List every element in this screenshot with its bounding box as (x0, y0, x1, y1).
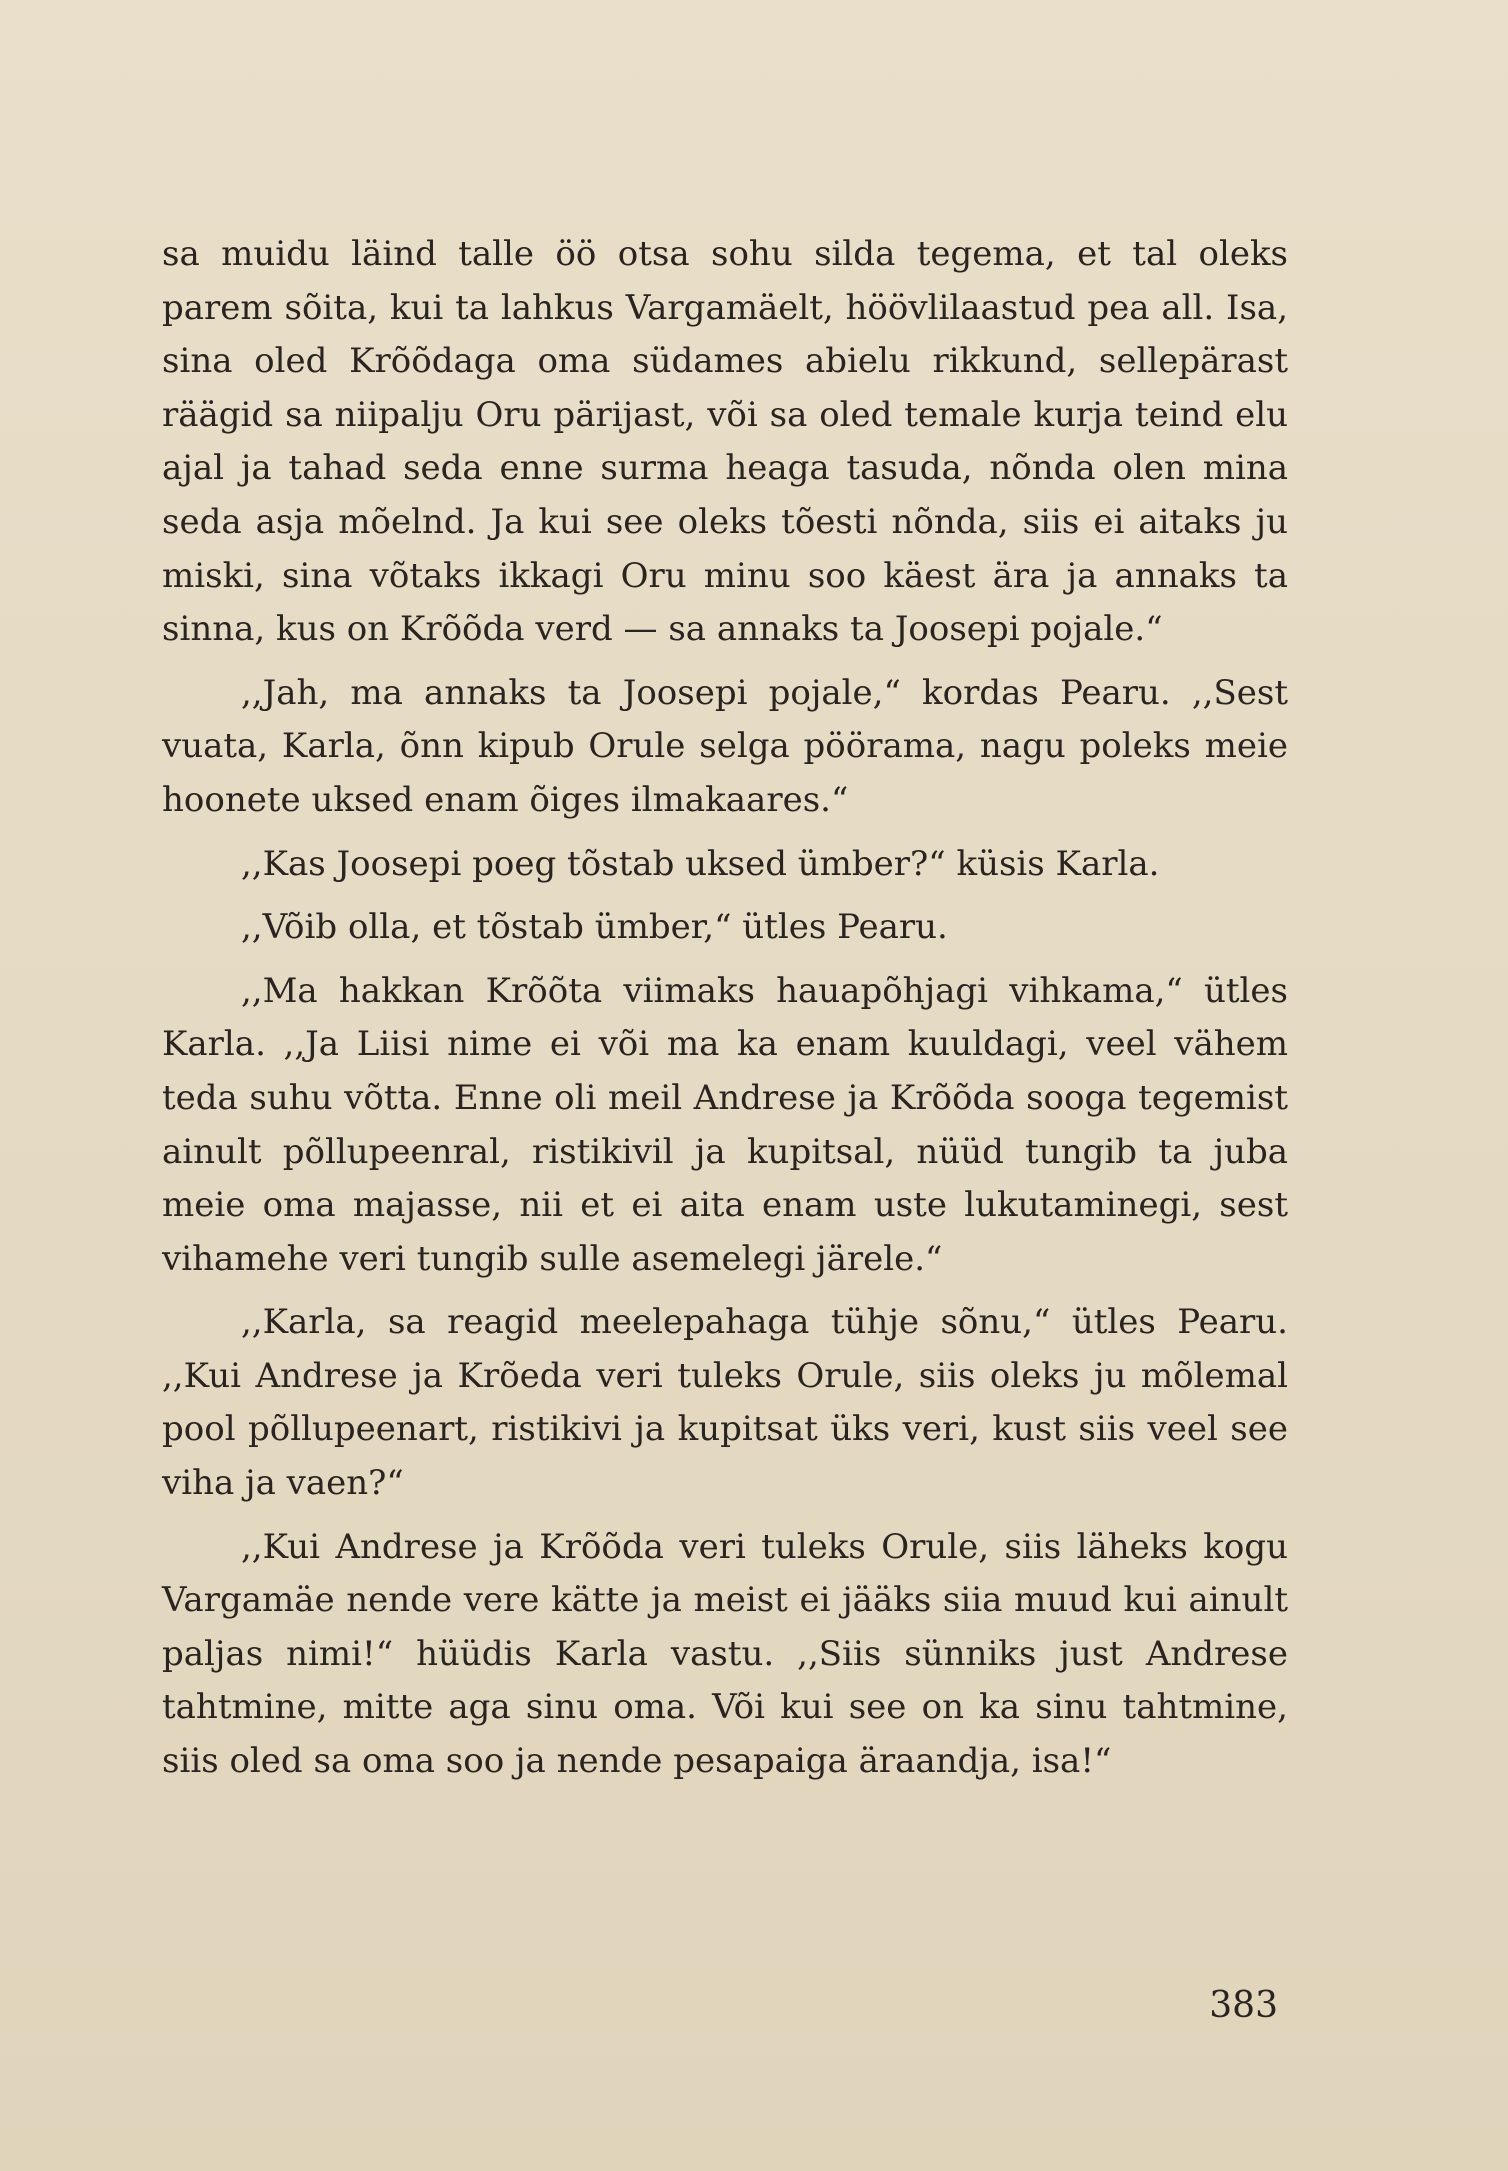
page-body (162, 228, 1288, 1799)
paragraph-2: ,,Jah, ma annaks ta Joosepi pojale,“ kordas Pearu. ,,Sest vuata, Karla, õnn kipub Orule selga pöörama, nagu poleks meie hoonete uksed enam õiges ilmakaares.“ (162, 672, 1288, 820)
paragraph-7: ,,Kui Andrese ja Krõõda veri tuleks Orule, siis läheks kogu Vargamäe nende vere kätte ja meist ei jääks siia muud kui ainult paljas nimi!“ hüüdis Karla vastu. ,,Siis sünniks just Andrese tahtmine, mitte aga sinu oma. Või kui see on ka sinu tahtmine, siis oled sa oma soo ja nende pesapaiga äraandja, isa!“ (162, 1526, 1288, 1782)
paragraph-3: ,,Kas Joosepi poeg tõstab uksed ümber?“ küsis Karla. (241, 843, 1160, 884)
paragraph-5: ,,Ma hakkan Krõõta viimaks hauapõhjagi vihkama,“ ütles Karla. ,,Ja Liisi nime ei või ma ka enam kuuldagi, veel vähem teda suhu võtta. Enne oli meil Andrese ja Krõõda sooga tegemist ainult põllupeenral, ristikivil ja kupitsal, nüüd tungib ta juba meie oma majasse, nii et ei aita enam uste lukutaminegi, sest vihamehe veri tungib sulle asemelegi järele.“ (162, 970, 1288, 1279)
paragraph-6: ,,Karla, sa reagid meelepahaga tühje sõnu,“ ütles Pearu. ,,Kui Andrese ja Krõeda veri tuleks Orule, siis oleks ju mõlemal pool põllupeenart, ristikivi ja kupitsat üks veri, kust siis veel see viha ja vaen?“ (162, 1302, 1288, 1504)
paragraph-4: ,,Võib olla, et tõstab ümber,“ ütles Pearu. (241, 907, 948, 948)
paragraph-1: sa muidu läind talle öö otsa sohu silda tegema, et tal oleks parem sõita, kui ta lahkus Vargamäelt, höövlilaastud pea all. Isa, sina oled Krõõdaga oma südames abielu rikkund, sellepärast räägid sa niipalju Oru pärijast, või sa oled temale kurja teind elu ajal ja tahad seda enne surma heaga tasuda, nõnda olen mina seda asja mõelnd. Ja kui see oleks tõesti nõnda, siis ei aitaks ju miski, sina võtaks ikkagi Oru minu soo käest ära ja annaks ta sinna, kus on Krõõda verd — sa annaks ta Joosepi pojale.“ (162, 234, 1288, 650)
page-number: 383 (1209, 1985, 1278, 2026)
